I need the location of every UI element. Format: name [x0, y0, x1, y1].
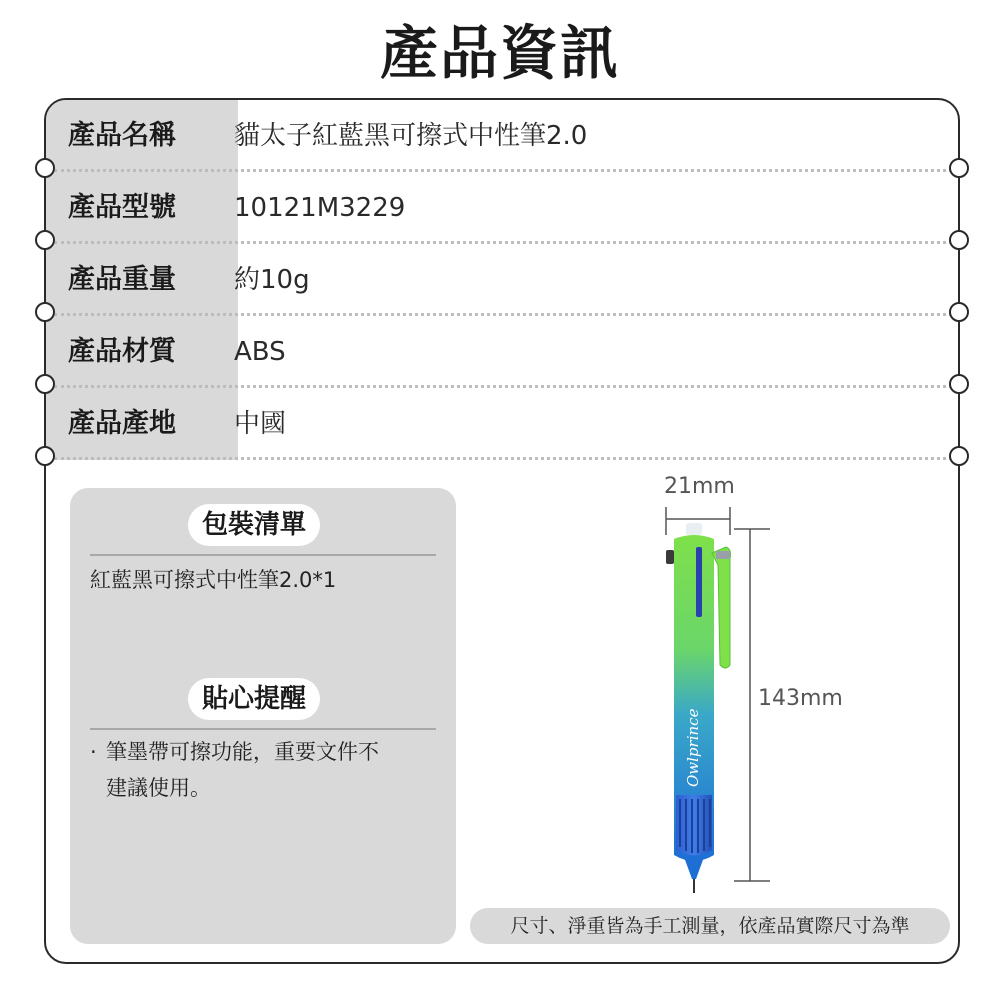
page-title: 產品資訊	[379, 19, 620, 87]
pen-illustration	[646, 495, 826, 900]
spec-value: 貓太子紅藍黑可擦式中性筆2.0	[234, 121, 588, 151]
spec-label: 產品材質	[46, 316, 238, 388]
width-label: 21mm	[664, 474, 735, 499]
spec-value: ABS	[234, 337, 286, 367]
brand-logo-text: Owlprince	[684, 708, 702, 787]
spec-row-weight	[46, 244, 958, 316]
tips-heading: 貼心提醒	[188, 678, 320, 720]
spec-value: 約10g	[234, 265, 310, 295]
panel-divider	[90, 554, 436, 556]
eraser-icon	[686, 523, 702, 535]
panel-divider	[90, 728, 436, 730]
tips-line-1: 筆墨帶可擦功能，重要文件不	[106, 740, 379, 764]
edge-notch	[949, 302, 969, 322]
edge-notch	[949, 374, 969, 394]
tips-bullet: ·	[90, 740, 97, 764]
edge-notch	[35, 230, 55, 250]
spec-label: 產品重量	[46, 244, 238, 316]
height-label: 143mm	[758, 686, 843, 711]
row-divider	[54, 457, 958, 460]
height-dimension	[734, 529, 770, 881]
spec-row-origin	[46, 388, 958, 460]
spec-row-material	[46, 316, 958, 388]
edge-notch	[35, 302, 55, 322]
product-info-card	[44, 98, 960, 964]
spec-row-model	[46, 172, 958, 244]
tips-line-2: 建議使用。	[106, 776, 211, 800]
edge-notch	[949, 446, 969, 466]
package-heading: 包裝清單	[188, 504, 320, 546]
edge-notch	[949, 230, 969, 250]
info-panel	[70, 488, 456, 944]
edge-notch	[35, 158, 55, 178]
spec-value: 10121M3229	[234, 193, 406, 223]
package-content: 紅藍黑可擦式中性筆2.0*1	[90, 568, 337, 592]
spec-row-name	[46, 100, 958, 172]
spec-value: 中國	[234, 409, 287, 439]
edge-notch	[949, 158, 969, 178]
grip-icon	[676, 795, 712, 856]
spec-label: 產品產地	[46, 388, 238, 460]
edge-notch	[35, 374, 55, 394]
edge-notch	[35, 446, 55, 466]
spec-label: 產品名稱	[46, 100, 238, 172]
spec-label: 產品型號	[46, 172, 238, 244]
measurement-note: 尺寸、淨重皆為手工測量，依產品實際尺寸為準	[470, 908, 950, 944]
color-slider-icon	[696, 547, 702, 617]
clip-icon	[712, 547, 731, 668]
side-button-icon	[666, 550, 674, 564]
